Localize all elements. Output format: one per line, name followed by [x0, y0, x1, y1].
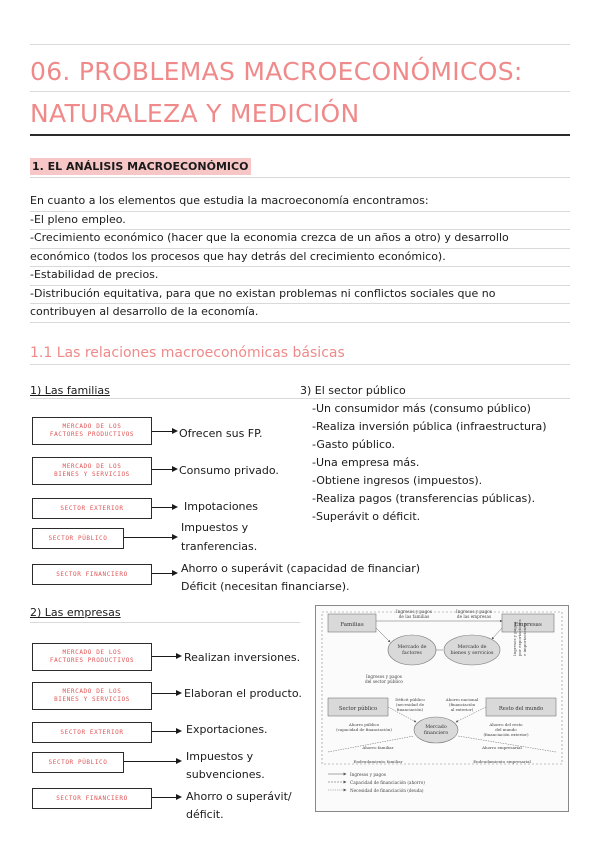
ruled-line [30, 622, 300, 623]
diagram-label: Ingresos y pagos [366, 674, 402, 679]
diagram-label: Ahorro empresarial [482, 745, 522, 750]
section-paragraph [30, 192, 570, 322]
list-item: -Una empresa más. [312, 456, 420, 469]
familias-row-text: Impotaciones [184, 500, 259, 513]
diagram-label: (financiación [448, 702, 476, 707]
section-heading: 1. EL ANÁLISIS MACROECONÓMICO [30, 158, 251, 175]
title-line-2: NATURALEZA Y MEDICIÓN [30, 99, 360, 128]
diagram-label: Ingresos y pagos [396, 609, 432, 614]
sector-publico-list [312, 400, 547, 526]
diagram-label: Ahorro nacional [445, 697, 479, 702]
page-title [30, 54, 575, 132]
list-item: -Realiza pagos (transferencias públicas). [312, 492, 536, 505]
paragraph-line: -Distribución equitativa, para que no existan problemas ni conflictos sociales que no [30, 286, 496, 300]
resto-mundo-node-label: Resto del mundo [498, 706, 544, 712]
familias-row-text: tranferencias. [181, 540, 258, 553]
diagram-label: Ahorro público [348, 722, 380, 727]
box-label: BIENES Y SERVICIOS [54, 471, 130, 478]
diagram-label: (necesidad de [395, 702, 425, 707]
box-label: SECTOR PÚBLICO [48, 758, 108, 766]
public-sector-box [32, 752, 124, 773]
diagram-label: Ingresos y pagos [512, 621, 517, 656]
diagram-label: (capacidad de financiación) [336, 727, 392, 732]
arrow-icon [152, 431, 176, 432]
diagram-label: de las familias [398, 614, 430, 619]
subsection-heading: 1.1 Las relaciones macroeconómicas básicas [30, 345, 345, 361]
arrow-icon [152, 797, 180, 798]
diagram-label: Mercado [425, 725, 447, 730]
empresas-row-text: Ahorro o superávit/ [186, 790, 292, 803]
empresas-row-text: Exportaciones. [186, 723, 268, 736]
familias-row-text: Consumo privado. [179, 464, 279, 477]
diagram-label: Mercado de [397, 645, 427, 650]
empresas-node-label: Empresas [514, 622, 542, 628]
familias-row-text: Déficit (necesitan financiarse). [181, 580, 350, 593]
box-label: FACTORES PRODUCTIVOS [49, 431, 135, 438]
list-item: -Obtiene ingresos (impuestos). [312, 474, 483, 487]
legend-label: Necesidad de financiación (deuda) [350, 788, 424, 793]
diagram-label: financiación) [396, 707, 424, 712]
diagram-label: factores [402, 651, 422, 656]
diagram-label: Endeudamiento familiar [353, 759, 403, 764]
box-label: MERCADO DE LOS [62, 423, 122, 430]
empresas-row-text: Elaboran el producto. [184, 687, 302, 700]
diagram-label: de las empresas [456, 614, 492, 619]
diagram-label: del sector público [365, 679, 403, 684]
diagram-label: por exportaciones [517, 619, 522, 656]
mercado-financiero-node [414, 717, 458, 743]
flow-line [376, 628, 390, 642]
circular-flow-diagram [315, 605, 569, 812]
empresas-heading: 2) Las empresas [30, 606, 121, 619]
market-goods-box [32, 682, 152, 710]
paragraph-line: -El pleno empleo. [30, 212, 126, 226]
market-factors-box [32, 417, 152, 445]
diagram-label: Endeudamiento empresarial [473, 759, 531, 764]
box-label: MERCADO DE LOS [62, 688, 122, 695]
paragraph-line: contribuyen al desarrollo de la economía. [30, 305, 259, 318]
box-label: SECTOR EXTERIOR [60, 504, 124, 512]
empresas-row-text: subvenciones. [186, 768, 265, 781]
sector-publico-node-label: Sector público [338, 706, 378, 712]
external-sector-box [32, 498, 152, 519]
box-label: SECTOR FINANCIERO [56, 794, 128, 802]
ruled-line [30, 364, 570, 365]
financial-sector-box [32, 788, 152, 809]
familias-row-text: Ahorro o superávit (capacidad de financiar) [181, 562, 421, 575]
diagram-label: Déficit público [395, 697, 425, 702]
diagram-label: financiero [423, 731, 449, 736]
market-goods-box [32, 457, 152, 485]
arrow-icon [124, 761, 180, 762]
market-factors-box [32, 643, 152, 671]
arrow-icon [152, 731, 180, 732]
arrow-icon [152, 693, 180, 694]
box-label: FACTORES PRODUCTIVOS [49, 657, 135, 664]
diagram-label: Ahorro del resto [489, 722, 523, 727]
paragraph-line: -Crecimiento económico (hacer que la economia crezca de un años a otro) y desarrollo [30, 231, 509, 244]
box-label: MERCADO DE LOS [62, 463, 122, 470]
list-item: -Realiza inversión pública (infraestructura) [312, 420, 547, 433]
paragraph-line: económico (todos los procesos que hay detrás del crecimiento económico). [30, 249, 446, 263]
ruled-line [30, 177, 570, 178]
empresas-row-text: Realizan inversiones. [184, 651, 301, 664]
box-label: BIENES Y SERVICIOS [54, 696, 130, 703]
paragraph-line: -Estabilidad de precios. [30, 268, 159, 281]
paragraph-line: En cuanto a los elementos que estudia la macroeconomía encontramos: [30, 194, 429, 207]
ruled-line [30, 322, 570, 323]
list-item: -Superávit o déficit. [312, 510, 421, 523]
arrow-icon [152, 656, 180, 657]
familias-node-label: Familias [340, 622, 364, 628]
financial-sector-box [32, 564, 152, 585]
circular-flow-svg [316, 606, 568, 811]
diagram-label: e importaciones [522, 623, 527, 656]
sector-publico-heading: 3) El sector público [300, 384, 406, 397]
arrow-icon [152, 573, 176, 574]
diagram-label: (financiación exterior) [483, 732, 529, 737]
mercado-factores-node [388, 635, 436, 665]
familias-row-text: Ofrecen sus FP. [179, 427, 263, 440]
mercado-bienes-node [444, 635, 500, 665]
box-label: MERCADO DE LOS [62, 649, 122, 656]
arrow-icon [152, 507, 176, 508]
box-label: SECTOR FINANCIERO [56, 570, 128, 578]
box-label: SECTOR EXTERIOR [60, 728, 124, 736]
legend-label: Ingresos y pagos [350, 772, 386, 777]
familias-heading: 1) Las familias [30, 384, 110, 397]
diagram-label: Ahorro familiar [362, 745, 394, 750]
diagram-label: del mundo [495, 727, 517, 732]
list-item: -Gasto público. [312, 438, 396, 451]
diagram-label: bienes y servicios [450, 651, 494, 656]
title-divider [30, 134, 570, 136]
arrow-icon [124, 537, 176, 538]
arrow-icon [152, 469, 176, 470]
flow-line [492, 628, 502, 639]
title-line-1: 06. PROBLEMAS MACROECONÓMICOS: [30, 57, 523, 86]
empresas-row-text: déficit. [186, 808, 224, 821]
legend-label: Capacidad de financiación (ahorro) [350, 780, 425, 785]
empresas-row-text: Impuestos y [186, 750, 254, 763]
diagram-label: Ingresos y pagos [456, 609, 492, 614]
diagram-label: al exterior) [450, 707, 474, 712]
familias-row-text: Impuestos y [181, 521, 249, 534]
diagram-label: Mercado de [457, 645, 487, 650]
public-sector-box [32, 528, 124, 549]
external-sector-box [32, 722, 152, 743]
ruled-line [30, 44, 570, 45]
list-item: -Un consumidor más (consumo público) [312, 402, 531, 415]
box-label: SECTOR PÚBLICO [48, 534, 108, 542]
